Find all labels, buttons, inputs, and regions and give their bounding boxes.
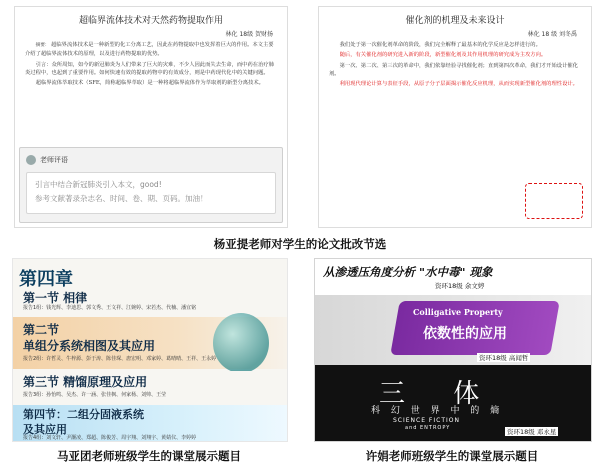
section1 <box>13 289 287 313</box>
section4-subtitle: 及其应用 <box>23 423 67 436</box>
teacher-comment-card <box>19 147 283 223</box>
section4-title: 第四节：二组分固液系统 <box>23 408 144 421</box>
left-paper-intro: 引言：众所周知，如今的新冠肺炎为人们带来了巨大的灾难，不少人因此而失去生命，而中药在治疗肺炎过程中，也起到了重要作用。如何快速有效的提取药物中的有效成分，则是中药现代化中的关键问题。 <box>25 61 274 76</box>
left-paper-sfe: 超临界流体萃取技术（SFE，简称超临界萃取）是一种将超临界流体作为萃取剂的新型分离技术。 <box>35 80 264 87</box>
comment-input[interactable] <box>26 172 276 214</box>
colligative-cn: 依数性的应用 <box>423 326 507 342</box>
chapter-title: 第四章 <box>19 269 73 290</box>
right-slide-stack <box>314 258 592 442</box>
right-paper-meta: 林化 18 级 刘冬禹 <box>527 31 577 38</box>
right-paper-para-1: 我们处于第一次催化剂革命的阶段，我们完全解释了最基本的化学反应是怎样进行的。 <box>339 42 541 48</box>
left-paper-title: 超临界流体技术对天然药物提取作用 <box>78 16 223 26</box>
three-body-slide <box>315 365 591 441</box>
right-paper-title: 催化剂的机理及未来设计 <box>405 16 505 26</box>
comment-header <box>26 152 68 168</box>
section2-subtitle: 单组分系统相图及其应用 <box>23 339 156 353</box>
comment-title: 老师评语 <box>40 156 68 164</box>
three-body-cn: 三 体 <box>379 379 500 409</box>
left-paper-abstract <box>25 41 277 59</box>
left-paper-meta: 林化 18级 贺财扬 <box>225 31 273 38</box>
right-paper-comment-bubble <box>525 183 583 219</box>
section3-title: 第三节 精馏原理及应用 <box>23 375 148 389</box>
colligative-slide <box>315 295 591 365</box>
section2-band <box>13 317 287 369</box>
right-paper-body <box>329 41 581 88</box>
section4-band <box>13 405 287 441</box>
teacher-avatar <box>26 155 36 165</box>
section2-title: 第二节 <box>23 323 60 337</box>
three-body-en-2: and ENTROPY <box>405 425 451 431</box>
section3-team: 报告3组：孙怡鸣、吴杰、许一涵、张佳枫、何家杨、刘帅、王莹 <box>23 392 167 398</box>
comment-line-1: 引言中结合新冠肺炎引入本文，good! <box>35 180 162 189</box>
water-poisoning-author: 资环18级 余文婷 <box>435 282 485 290</box>
abstract-text: 超临界流体技术是一种新型的化工分离工艺，因此在药物提取中也发挥着巨大的作用。本文主要介绍了超临界流体技术的原理，以及进行药物提取的优势。 <box>25 42 274 58</box>
three-body-subtitle: 科 幻 世 界 中 的 熵 <box>371 406 504 416</box>
section3-band <box>13 371 287 405</box>
leaf-decoration <box>213 313 269 373</box>
water-poisoning-header <box>315 259 591 295</box>
bottom-left-caption: 马亚团老师班级学生的课堂展示题目 <box>57 449 241 463</box>
comment-line-2: 参考文献著录杂志名、时间、卷、期、页码。加油！ <box>35 194 208 203</box>
bottom-right-caption: 许娟老师班级学生的课堂展示题目 <box>365 449 539 463</box>
section1-title: 第一节 相律 <box>23 291 88 305</box>
section1-team: 报告1组：钱光辉、李迪思、郭文秀、王文祥、江婉婷、宋若杰、代楠、潘宜铭 <box>23 305 197 311</box>
water-poisoning-title: 从渗透压角度分析 "水中毒" 现象 <box>323 265 493 279</box>
colligative-author: 资环18级 高闻哲 <box>479 354 529 362</box>
right-paper-red-2: 利用现代理论计算与表征手段，从原子分子层面揭示催化反应机理，从而实现新型催化剂的理性设计。 <box>339 81 578 88</box>
colligative-en: Colligative Property <box>413 307 503 317</box>
right-paper-excerpt <box>318 6 592 228</box>
three-body-en-1: SCIENCE FICTION <box>393 417 460 424</box>
right-paper-para-2: 第一次、第二次、第三次的革命中，我们依靠经验寻找催化剂；直到第四次革命，我们才开始设计催化剂。 <box>329 62 578 77</box>
right-paper-red-1: 随后，有关催化剂的研究进入新的阶段，新型催化剂及其作用机理的研究成为主攻方向。 <box>339 52 547 59</box>
section2-team: 报告2组：许哲灵、牛梓源、彭于涛、陈佳琛、唐宏明、邓家婷、葛晴晴、王祥、王永婷 <box>23 356 217 362</box>
left-slide <box>12 258 288 442</box>
section4-team: 报告4组：刘文轩、尹灏凌、郑超、陈俊芳、周宇翔、刘翔宇、黄婧仪、李婷婷 <box>23 435 197 441</box>
three-body-author: 资环18级 邓永星 <box>507 428 557 436</box>
abstract-label: 摘要： <box>35 43 50 48</box>
left-paper-excerpt <box>14 6 288 228</box>
left-paper-body <box>25 41 277 87</box>
top-caption: 杨亚提老师对学生的论文批改节选 <box>213 237 387 251</box>
